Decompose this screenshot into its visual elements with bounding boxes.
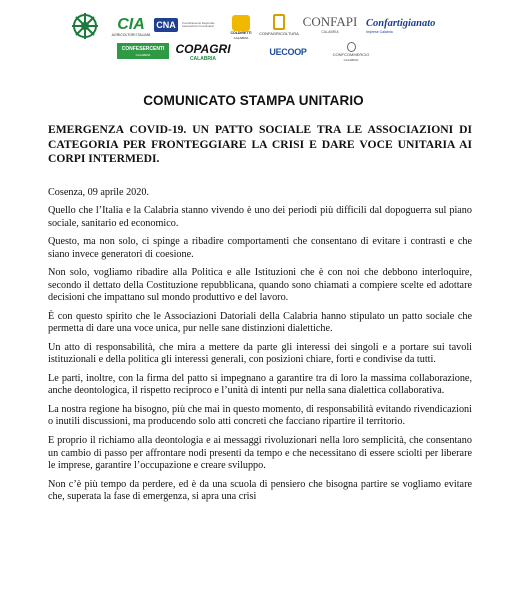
copagri-logo-text: COPAGRI (175, 41, 231, 56)
body-paragraph: La nostra regione ha bisogno, più che mai in questo momento, di responsabilità evitando rivendicazioni o inutili discussioni, ma producendo solo atti concreti che facciano ripartire il territorio. (48, 404, 472, 428)
uecoop-logo (268, 45, 308, 59)
confcommercio-emblem (347, 42, 356, 52)
cna-logo-text: CNA (156, 20, 176, 30)
coordinamento-logo (182, 17, 220, 33)
copagri-logo-subtext: CALABRIA (189, 55, 217, 62)
uecoop-logo-text: UECOOP (269, 47, 307, 57)
cia-logo (108, 13, 154, 41)
confcommercio-logo-text: CONFCOMMERCIO (332, 52, 370, 57)
coldiretti-logo (227, 12, 255, 42)
body-paragraph: È con questo spirito che le Associazioni Datoriali della Calabria hanno stipulato un patto sociale che permetta di dare una voce unica, pur nelle sane distinzioni dialettiche. (48, 310, 472, 335)
confapi-logo-text: CONFAPI (302, 14, 358, 29)
confagricoltura-logo (258, 10, 300, 40)
confartigianato-logo-text: Confartigianato (366, 17, 436, 29)
cia-logo-text: CIA (117, 15, 145, 33)
body-paragraph: Quello che l’Italia e la Calabria stanno vivendo è uno dei periodi più difficili dal dopoguerra sul piano sociale, sanitario ed economico. (48, 205, 472, 229)
press-release-heading: COMUNICATO STAMPA UNITARIO (143, 93, 364, 108)
body-paragraph: Un atto di responsabilità, che mira a mettere da parte gli interessi dei singoli e a portare sui tavoli istituzionali e della politica gli interessi generali, con posizioni chiare, forti e condivise da tutti. (48, 341, 472, 366)
press-release-body (48, 187, 472, 510)
confartigianato-logo-subtext: Imprese Calabria (366, 29, 393, 34)
cia-logo-subtext: AGRICOLTORI ITALIANI (111, 32, 151, 37)
confcommercio-logo (326, 40, 376, 64)
coldiretti-logo-subtext: CALABRIA (233, 35, 249, 40)
press-release-date: Cosenza, 09 aprile 2020. (48, 187, 149, 198)
coordinamento-logo-text: Coordinamento Regionale Associazioni Consumatori (182, 20, 215, 28)
confagricoltura-emblem (273, 14, 285, 30)
body-paragraph: Le parti, inoltre, con la firma del patto si impegnano a garantire tra di loro la massima collaborazione, anche deontologica, il rispetto reciproco e l’unità di intenti pur nella sana dialettica collaborativa. (48, 373, 472, 397)
confesercenti-logo-text: CONFESERCENTI (121, 45, 165, 52)
confcommercio-logo-subtext: CALABRIA (343, 58, 359, 62)
press-release-subheading: EMERGENZA COVID-19. UN PATTO SOCIALE TRA LE ASSOCIAZIONI DI CATEGORIA PER FRONTEGGIARE LA CRISI E DARE VOCE UNITARIA AI CORPI INTERMEDI. (48, 123, 472, 165)
ship-logo (70, 13, 100, 39)
confapi-logo (302, 12, 358, 38)
logo-strip (0, 0, 507, 80)
copagri-logo (176, 41, 230, 63)
body-paragraph: Questo, ma non solo, ci spinge a ribadire comportamenti che consentano di evitare i contrasti e che siano invece generatori di coesione. (48, 236, 472, 260)
confesercenti-logo-subtext: CALABRIA (135, 52, 151, 57)
confapi-logo-subtext: CALABRIA (321, 30, 339, 34)
confagricoltura-logo-text: CONFAGRICOLTURA (259, 30, 299, 36)
body-paragraph: Non c’è più tempo da perdere, ed è da una scuola di pensiero che bisogna partire se vogliamo evitare che, superata la fase di emergenza, si apra una crisi (48, 478, 472, 502)
confartigianato-logo (366, 14, 436, 38)
body-paragraph: E proprio il richiamo alla deontologia e ai messaggi rivoluzionari nella loro semplicità, che consentano un cambio di passo per affrontare nodi presenti da tempo e che necessitano di essere sciolti per liberare le imprese, garantire l’occupazione e creare sviluppo. (48, 435, 472, 471)
coldiretti-logo-text: COLDIRETTI (230, 30, 252, 35)
coldiretti-emblem (232, 15, 250, 31)
confesercenti-logo (117, 43, 169, 59)
body-paragraph: Non solo, vogliamo ribadire alla Politica e alle Istituzioni che è con noi che debbono interloquire, secondo il dettato della Costituzione repubblicana, quando sono chiamati a compiere scelte ed adottare decisioni che impattano sul mondo produttivo e del lavoro. (48, 267, 472, 304)
cna-logo (154, 18, 178, 32)
